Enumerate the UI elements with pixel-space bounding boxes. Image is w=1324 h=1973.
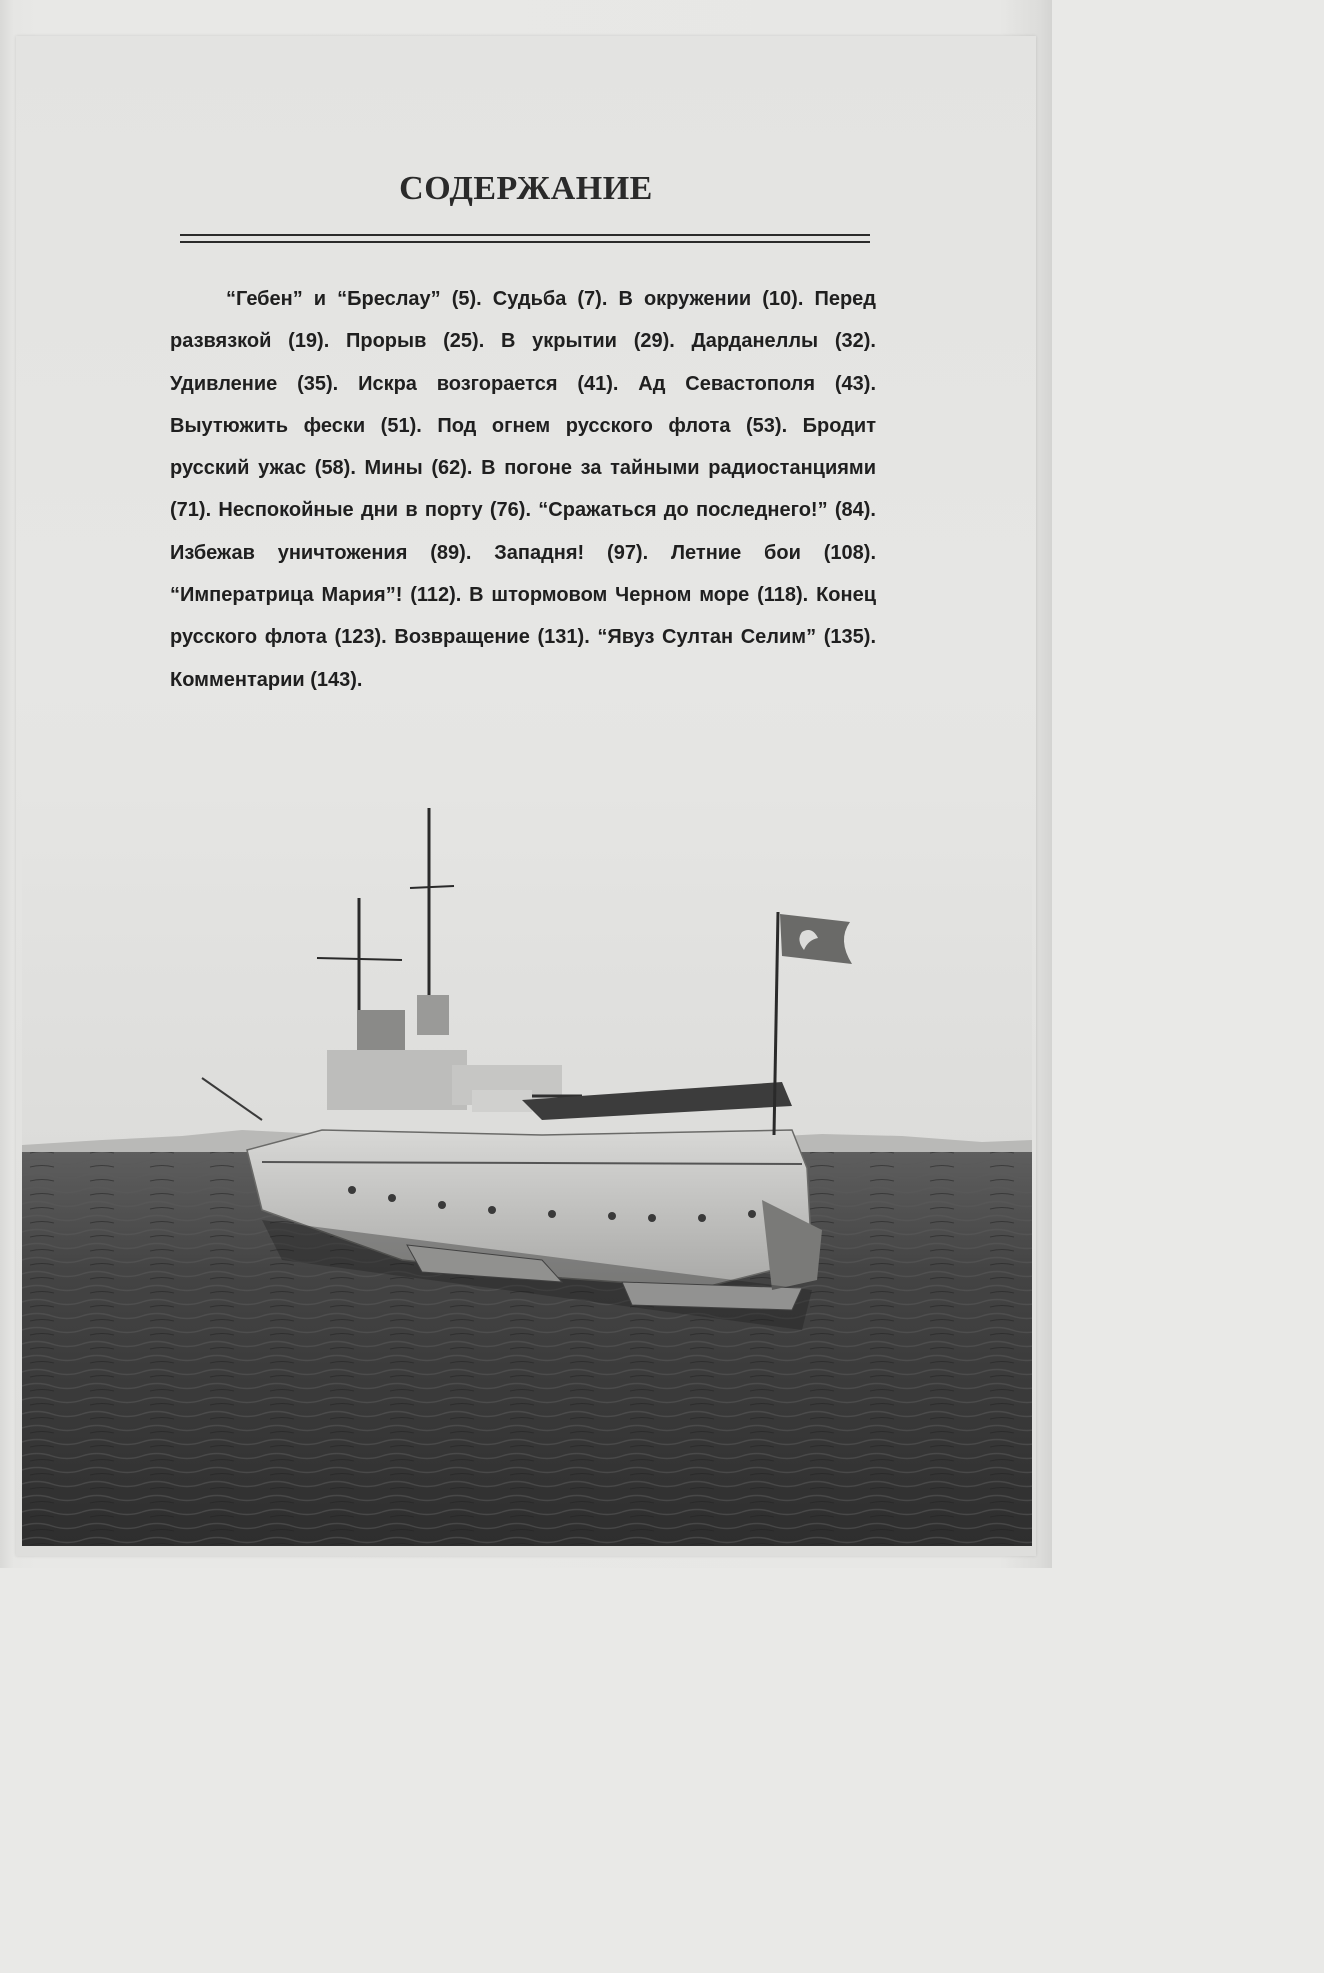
- page-title: СОДЕРЖАНИЕ: [399, 170, 653, 207]
- title-divider: [180, 234, 870, 243]
- warship-photo: [22, 790, 1032, 1546]
- table-of-contents: “Гебен” и “Бреслау” (5). Судьба (7). В окружении (10). Перед развязкой (19). Прорыв (25). В укрытии (29). Дарданеллы (32). Удивление (35). Искра возгорается (41). Ад Севастополя (43). Выутюжить фески (51). Под огнем русского флота (53). Бродит русский ужас (58). Мины (62). В погоне за тайными радиостанциями (71). Неспокойные дни в порту (76). “Сражаться до последнего!” (84). Избежав уничтожения (89). Западня! (97). Летние бои (108). “Императрица Мария”! (112). В штормовом Черном море (118). Конец русского флота (123). Возвращение (131). “Явуз Султан Селим” (135). Комментарии (143).: [170, 288, 876, 691]
